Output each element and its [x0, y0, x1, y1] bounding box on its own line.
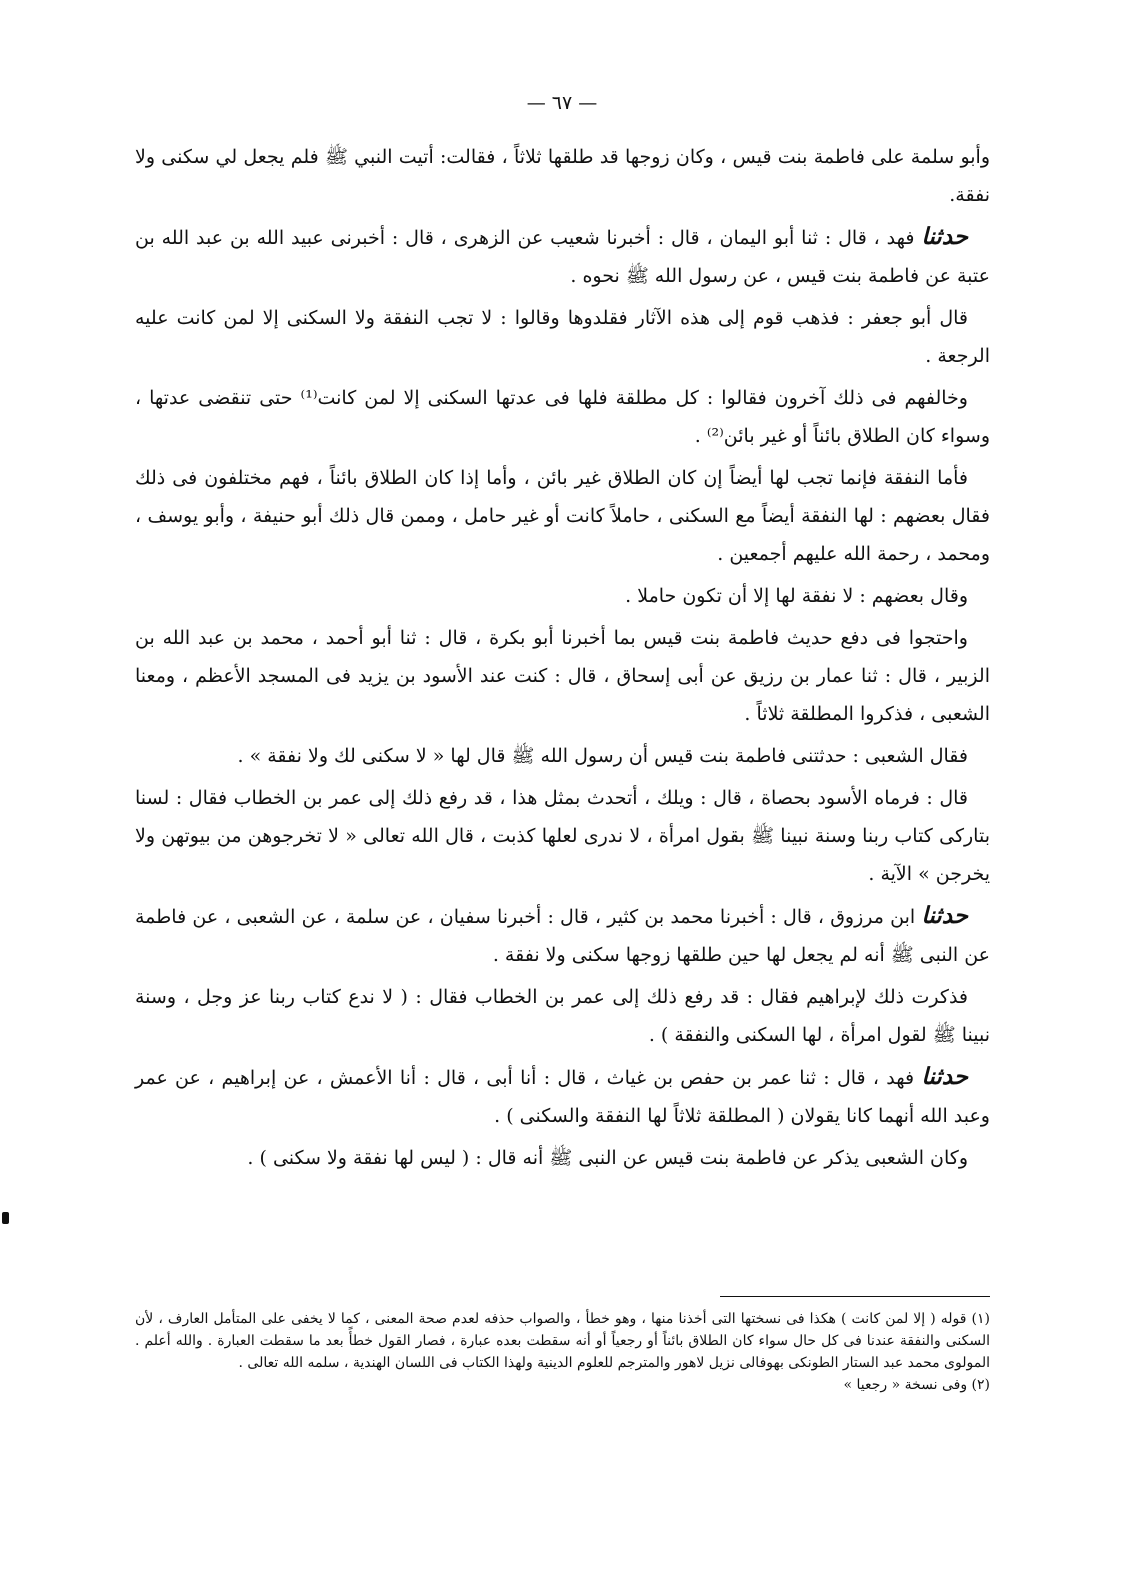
paragraph-12-text: فهد ، قال : ثنا عمر بن حفص بن غياث ، قال : أنا أبى ، قال : أنا الأعمش ، عن إبراهيم ، عن عمر وعبد الله أنهما كانا يقولان ( المطلقة ثلاثاً لها النفقة والسكنى ) . [135, 1067, 990, 1127]
paragraph-1: وأبو سلمة على فاطمة بنت قيس ، وكان زوجها قد طلقها ثلاثاً ، فقالت: أتيت النبي ﷺ فلم يجعل لي سكنى ولا نفقة. [135, 146, 990, 206]
paragraph-2 [135, 218, 990, 295]
paragraph-5: فأما النفقة فإنما تجب لها أيضاً إن كان الطلاق غير بائن ، وأما إذا كان الطلاق بائناً ، فهم مختلفون فى ذلك فقال بعضهم : لها النفقة أيضاً مع السكنى ، حاملاً كانت أو غير حامل ، وممن قال ذلك أبو حنيفة ، وأبو يوسف ، ومحمد ، رحمة الله عليهم أجمعين . [135, 467, 990, 565]
paragraph-2-text: فهد ، قال : ثنا أبو اليمان ، قال : أخبرنا شعيب عن الزهرى ، قال : أخبرنى عبيد الله بن عبد الله بن عتبة عن فاطمة بنت قيس ، عن رسول الله ﷺ نحوه . [135, 227, 990, 287]
paragraph-10-text: ابن مرزوق ، قال : أخبرنا محمد بن كثير ، قال : أخبرنا سفيان ، عن سلمة ، عن الشعبى ، عن فاطمة عن النبى ﷺ أنه لم يجعل لها حين طلقها زوجها سكنى ولا نفقة . [135, 906, 990, 966]
paragraph-3: قال أبو جعفر : فذهب قوم إلى هذه الآثار فقلدوها وقالوا : لا تجب النفقة ولا السكنى إلا لمن كانت عليه الرجعة . [135, 307, 990, 367]
paragraph-lead-word: حدثنا [921, 1063, 969, 1090]
paragraph-4: وخالفهم فى ذلك آخرون فقالوا : كل مطلقة فلها فى عدتها السكنى إلا لمن كانت⁽¹⁾ حتى تنقضى عدتها ، وسواء كان الطلاق بائناً أو غير بائن⁽²⁾ . [135, 387, 990, 447]
footnote-1: (١) قوله ( إلا لمن كانت ) هكذا فى نسختها التى أخذنا منها ، وهو خطأ ، والصواب حذفه لعدم صحة المعنى ، كما لا يخفى على المتأمل العارف ، لأن السكنى والنفقة عندنا فى كل حال سواء كان الطلاق بائناً أو رجعياً أو أنه سقطت بعده عبارة ، فصار القول خطأً بعد ما سقطت العبارة . والله أعلم . المولوى محمد عبد الستار الطونكى بهوفالى نزيل لاهور والمترجم للعلوم الدينية ولهذا الكتاب فى اللسان الهندية ، سلمه الله تعالى . [135, 1311, 990, 1371]
paragraph-lead-word: حدثنا [921, 902, 968, 929]
page-number: — ٦٧ — [526, 92, 598, 114]
paragraph-9: قال : فرماه الأسود بحصاة ، قال : ويلك ، أتحدث بمثل هذا ، قد رفع ذلك إلى عمر بن الخطاب فقال : لسنا بتاركى كتاب ربنا وسنة نبينا ﷺ بقول امرأة ، لا ندرى لعلها كذبت ، قال الله تعالى « لا تخرجوهن من بيوتهن ولا يخرجن » الآية . [135, 787, 990, 885]
paragraph-13: وكان الشعبى يذكر عن فاطمة بنت قيس عن النبى ﷺ أنه قال : ( ليس لها نفقة ولا سكنى ) . [247, 1147, 968, 1169]
footnotes [135, 1308, 990, 1396]
paragraph-8: فقال الشعبى : حدثتنى فاطمة بنت قيس أن رسول الله ﷺ قال لها « لا سكنى لك ولا نفقة » . [237, 745, 968, 767]
main-text [135, 138, 990, 1181]
paragraph-lead-word: حدثنا [921, 223, 968, 250]
paragraph-10 [135, 897, 990, 974]
paragraph-7: واحتجوا فى دفع حديث فاطمة بنت قيس بما أخبرنا أبو بكرة ، قال : ثنا أبو أحمد ، محمد بن عبد الله بن الزبير ، قال : ثنا عمار بن رزيق عن أبى إسحاق ، قال : كنت عند الأسود بن يزيد فى المسجد الأعظم ، ومعنا الشعبى ، فذكروا المطلقة ثلاثاً . [135, 627, 990, 725]
paragraph-11: فذكرت ذلك لإبراهيم فقال : قد رفع ذلك إلى عمر بن الخطاب فقال : ( لا ندع كتاب ربنا عز وجل ، وسنة نبينا ﷺ لقول امرأة ، لها السكنى والنفقة ) . [135, 986, 990, 1046]
paragraph-12 [135, 1058, 990, 1135]
paragraph-6: وقال بعضهم : لا نفقة لها إلا أن تكون حاملا . [625, 585, 968, 607]
footnote-2: (٢) وفى نسخة « رجعيا » [843, 1377, 990, 1393]
scan-edge-mark [2, 1212, 9, 1224]
footnote-divider [720, 1296, 990, 1297]
